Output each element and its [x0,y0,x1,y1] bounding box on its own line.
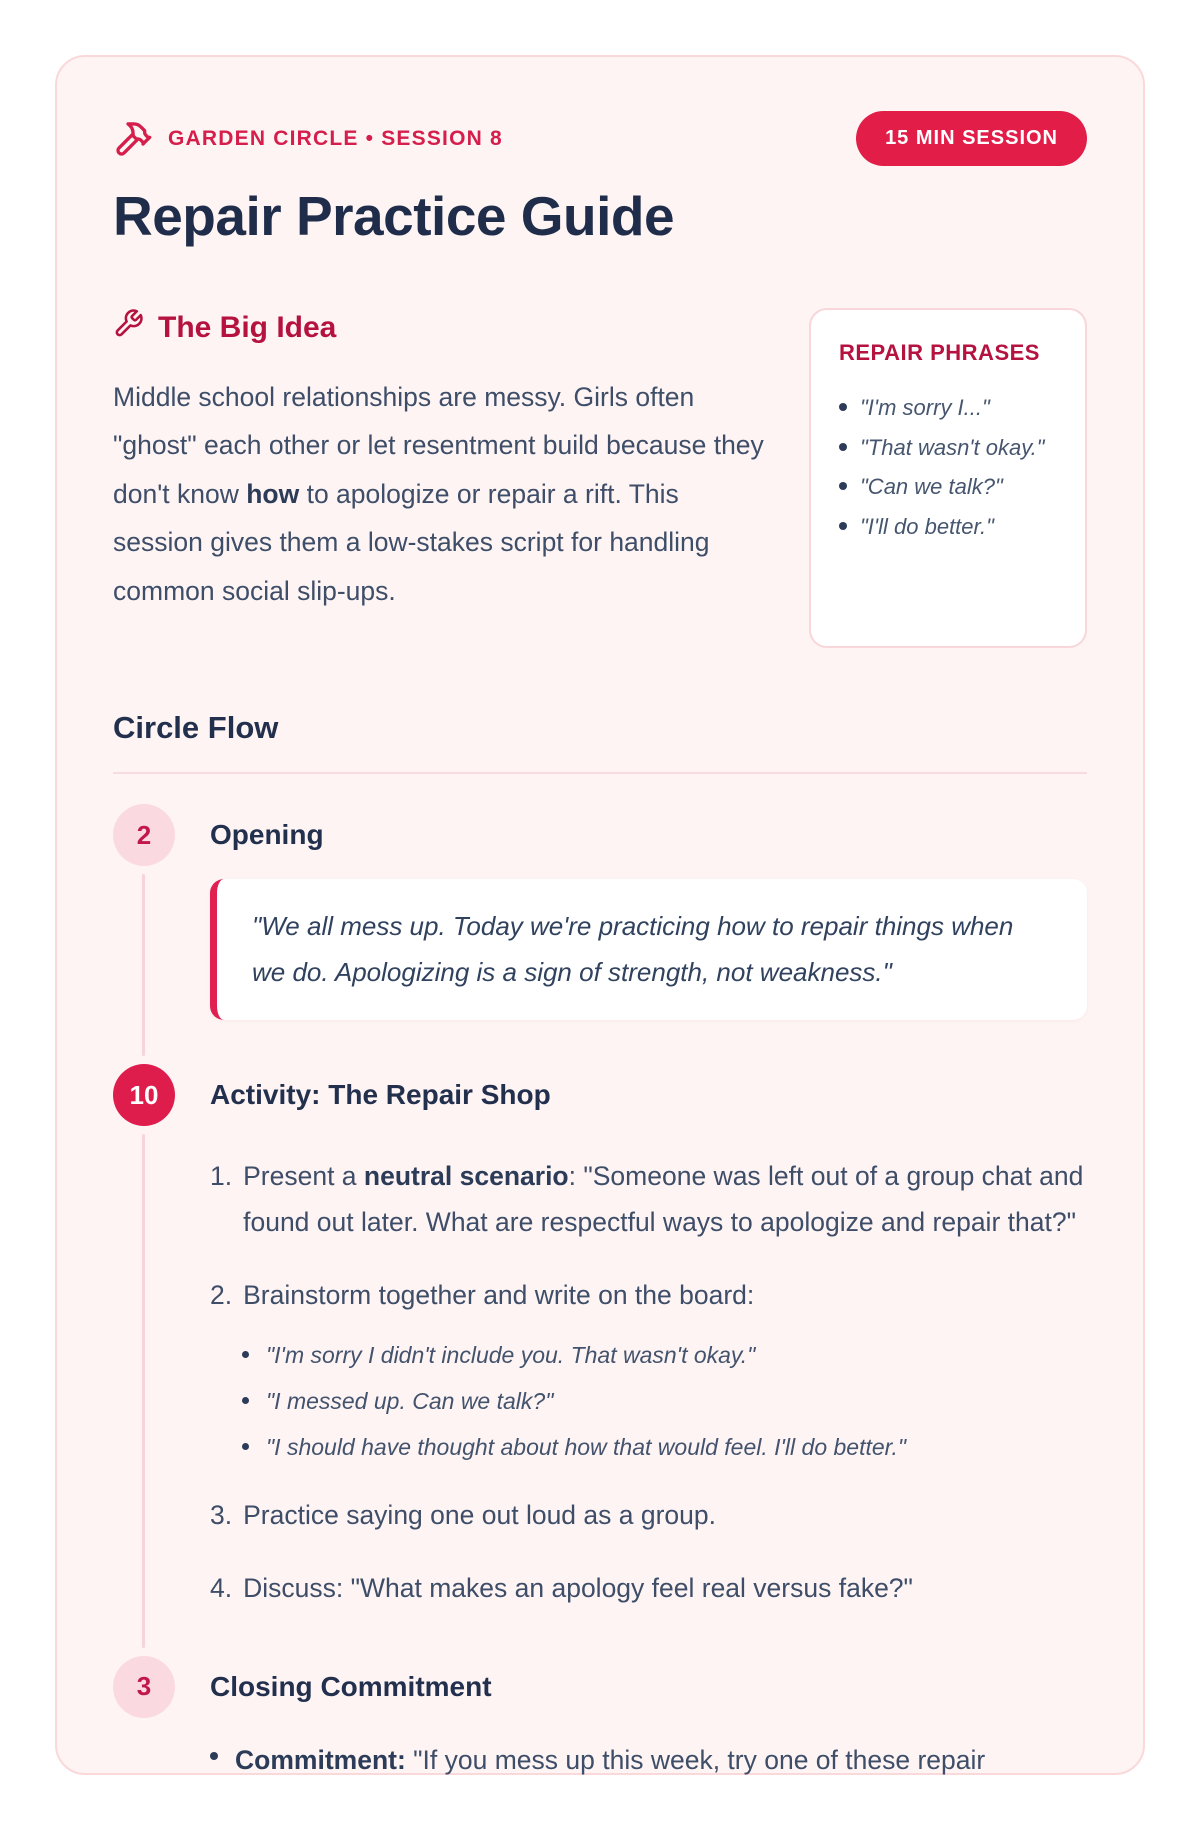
eyebrow [113,119,503,159]
paragraph-text: Middle school relationships are messy. Girls often "ghost" each other or let resentment build because they don't know [113,382,764,509]
step-activity [113,1064,1087,1656]
repair-phrases-title: REPAIR PHRASES [839,340,1040,365]
wrench-icon [113,308,144,347]
step-number-badge: 10 [113,1064,175,1126]
item-text-pre: Present a [243,1161,364,1191]
item-text-bold: neutral scenario [363,1161,569,1191]
bullet-dot-icon [839,482,847,490]
repair-phrases-card [809,308,1087,648]
guide-card [55,55,1145,1775]
commitment-bullet [210,1738,1087,1783]
bullet-dot-icon [210,1752,218,1760]
commitment-text [235,1738,985,1783]
item-text [243,1154,1087,1245]
commitment-label: Commitment: [235,1744,406,1775]
big-idea-heading-label: The Big Idea [158,310,337,344]
circle-flow-steps [113,804,1087,1827]
phrase-text: "I'm sorry I..." [860,395,990,420]
paragraph-text-after: to apologize or repair a rift. This session gives them a low-stakes script for handling common social slip-ups. [113,478,710,606]
example-phrase: "I messed up. Can we talk?" [266,1388,554,1415]
bullet-dot-icon [242,1351,249,1358]
activity-steps-list [210,1154,1087,1612]
list-item [839,467,1057,507]
step-opening [113,804,1087,1064]
list-item [210,1566,1087,1612]
big-idea-section [113,308,765,615]
paragraph-bold-text: how [246,478,300,509]
hammer-icon [113,119,153,159]
step-number-badge: 3 [113,1656,175,1718]
header [113,111,1087,166]
list-item [210,1493,1087,1539]
page-title: Repair Practice Guide [113,185,675,247]
step-content [210,804,1087,1020]
big-idea-paragraph [113,373,765,615]
example-phrase: "I should have thought about how that would feel. I'll do better." [266,1434,907,1461]
list-item [242,1339,1087,1372]
step-title: Activity: The Repair Shop [210,1079,551,1110]
step-content [210,1064,1087,1612]
big-idea-row [113,308,1087,648]
phrase-text: "That wasn't okay." [860,434,1045,460]
commitment-rest: "If you mess up this week, try one of these repair [405,1744,986,1775]
item-number: 2. [210,1280,233,1311]
list-item [210,1273,1087,1319]
bullet-dot-icon [839,443,847,451]
bullet-dot-icon [839,522,847,530]
big-idea-heading [113,308,765,347]
step-title: Closing Commitment [210,1670,492,1702]
item-number: 3. [210,1499,233,1530]
circle-flow-heading: Circle Flow [113,710,279,745]
bullet-dot-icon [242,1443,249,1450]
repair-phrases-list [839,388,1057,546]
opening-quote-block: "We all mess up. Today we're practicing how to repair things when we do. Apologizing is a sign of strength, not weakness." [210,879,1087,1020]
step-content [210,1656,1087,1783]
list-item [839,388,1057,428]
list-item [839,507,1057,547]
bullet-dot-icon [242,1397,249,1404]
bullet-dot-icon [839,403,847,411]
session-duration-badge: 15 MIN SESSION [856,111,1087,166]
item-text: Discuss: "What makes an apology feel real versus fake?" [243,1573,913,1604]
list-item [242,1385,1087,1418]
phrase-text: "Can we talk?" [860,474,1003,500]
step-number-badge: 2 [113,804,175,866]
brainstorm-examples-list [242,1339,1087,1465]
item-number: 1. [210,1161,233,1191]
divider [113,772,1087,774]
phrase-text: "I'll do better." [860,513,994,539]
item-text-post: : "Someone was left out of a group chat and found out later. What are respectful ways to apologize and repair that?" [243,1161,1084,1237]
example-phrase: "I'm sorry I didn't include you. That wasn't okay." [266,1341,756,1368]
list-item [210,1154,1087,1245]
step-closing [113,1656,1087,1827]
eyebrow-label: GARDEN CIRCLE • SESSION 8 [168,126,503,150]
item-number: 4. [210,1573,233,1604]
step-title: Opening [210,819,324,850]
list-item [839,428,1057,468]
item-text: Practice saying one out loud as a group. [243,1499,716,1530]
item-text: Brainstorm together and write on the board: [243,1280,755,1311]
list-item [242,1431,1087,1464]
